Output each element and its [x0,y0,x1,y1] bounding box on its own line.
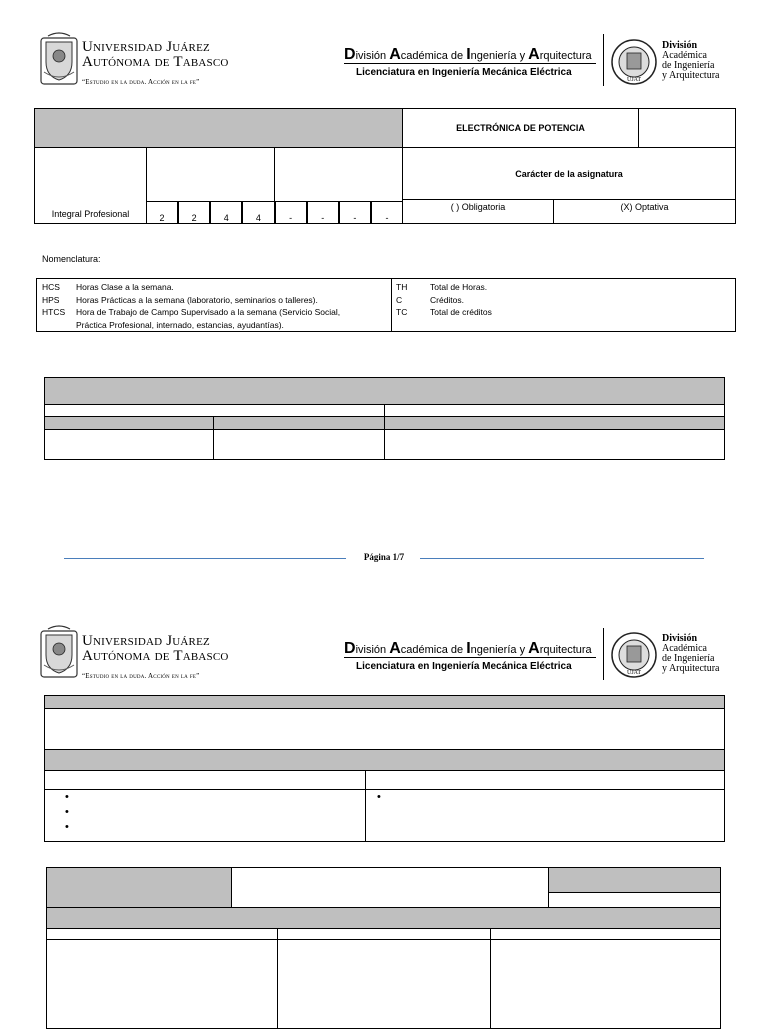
hours-value: 4 [242,201,274,224]
nomenclature-label: Nomenclatura: [42,254,101,264]
nom-row: TC Total de créditos [396,307,492,317]
university-crest-icon [40,625,78,679]
nomenclature-right [396,281,726,319]
table3-subheader [46,907,721,929]
nomenclature-divider [391,279,392,331]
table3-cell [490,939,721,1029]
table2-cell [365,770,725,790]
table1-cell [44,429,214,460]
header-page2 [0,595,768,695]
footer-line-right [420,558,704,559]
table3-cell [46,939,278,1029]
hours-values-row [146,201,403,224]
nom-row: HPS Horas Prácticas a la semana (laboratorio, seminarios o talleres). [42,294,318,305]
university-name-line1: Universidad Juárez [82,633,210,649]
table2-bullets-left [44,789,366,842]
daia-line: División [662,40,698,51]
table3-cell [231,867,549,908]
obligatoria-cell [402,199,554,224]
hours-value: - [275,201,307,224]
nom-row: HCS Horas Clase a la semana. [42,282,174,292]
page-number: Página 1/7 [363,552,405,562]
hours-block-1 [146,147,275,202]
hours-value: - [339,201,371,224]
seal-text: UJAT [626,670,642,676]
table1-subheader [384,416,725,430]
university-motto: “Estudio en la duda. Acción en la fe” [82,78,200,86]
bullet-item: • [65,806,69,818]
hours-value: - [307,201,339,224]
daia-line: y Arquitectura [662,663,720,674]
daia-line: de Ingeniería [662,653,715,664]
table2-header [44,695,725,709]
table2-subheader [44,749,725,771]
optativa-cell [553,199,736,224]
university-crest-icon [40,32,78,86]
header-divider [603,34,604,86]
daia-line: de Ingeniería [662,60,715,71]
table2-cell [44,770,366,790]
daia-text [662,634,719,674]
area-label: Integral Profesional [51,209,130,219]
obligatoria-label: ( ) Obligatoria [450,202,506,212]
daia-line: y Arquitectura [662,70,720,81]
bullet-list [65,790,69,835]
table2-cell [44,708,725,750]
bullet-item: • [65,791,69,803]
division-underline [344,657,596,658]
empty-table-1 [44,377,725,460]
nomenclature-table [36,278,736,332]
table3-gray-cell [548,867,721,893]
table1-header [44,377,725,405]
career-name: Licenciatura en Ingeniería Mecánica Eléctrica [356,67,572,78]
nomenclature-left [42,281,387,331]
subject-name: ELECTRÓNICA DE POTENCIA [456,123,585,133]
empty-table-2 [44,695,725,842]
table3-gray-cell [46,867,232,908]
university-name-line2: Autónoma de Tabasco [82,648,229,664]
nom-row: C Créditos. [396,294,465,305]
header-page1 [0,0,768,100]
footer-line-left [64,558,346,559]
nom-row: HTCS Hora de Trabajo de Campo Supervisado a la semana (Servicio Social, [42,307,341,317]
empty-table-3 [46,867,721,1024]
character-label: Carácter de la asignatura [515,168,623,179]
table1-subheader [44,416,214,430]
nom-row: Práctica Profesional, internado, estancias, ayudantías). [76,319,284,330]
bullet-item: • [65,821,69,833]
hours-value: 2 [146,201,178,224]
table1-cell [213,429,385,460]
seal-text: UJAT [626,77,642,83]
hours-value: 4 [210,201,242,224]
subject-code-cell [638,108,736,148]
page-footer [64,552,704,566]
daia-line: Académica [662,50,707,61]
table1-cell [384,429,725,460]
division-title: División Académica de Ingeniería y Arquitectura [344,640,592,657]
daia-text [662,41,719,81]
daia-line: Académica [662,643,707,654]
subject-table [34,108,736,224]
subject-name-cell [402,108,639,148]
table3-cell [548,892,721,908]
optativa-label: (X) Optativa [620,202,669,212]
division-underline [344,63,596,64]
bullet-item: • [377,791,381,803]
nom-row: TH Total de Horas. [396,282,488,292]
division-title: División Académica de Ingeniería y Arquitectura [344,46,592,63]
university-motto: “Estudio en la duda. Acción en la fe” [82,672,200,680]
hours-value: 2 [178,201,210,224]
table3-cell [277,939,491,1029]
hours-value: - [371,201,403,224]
university-name-line1: Universidad Juárez [82,39,210,55]
hours-block-2 [274,147,403,202]
career-name: Licenciatura en Ingeniería Mecánica Eléctrica [356,661,572,672]
header-divider [603,628,604,680]
division-seal-icon [610,631,658,679]
daia-line: División [662,633,698,644]
table1-subheader [213,416,385,430]
subject-header-gray [34,108,403,148]
character-cell [402,147,736,200]
university-name-line2: Autónoma de Tabasco [82,54,229,70]
division-seal-icon [610,38,658,86]
table2-bullets-right [365,789,725,842]
